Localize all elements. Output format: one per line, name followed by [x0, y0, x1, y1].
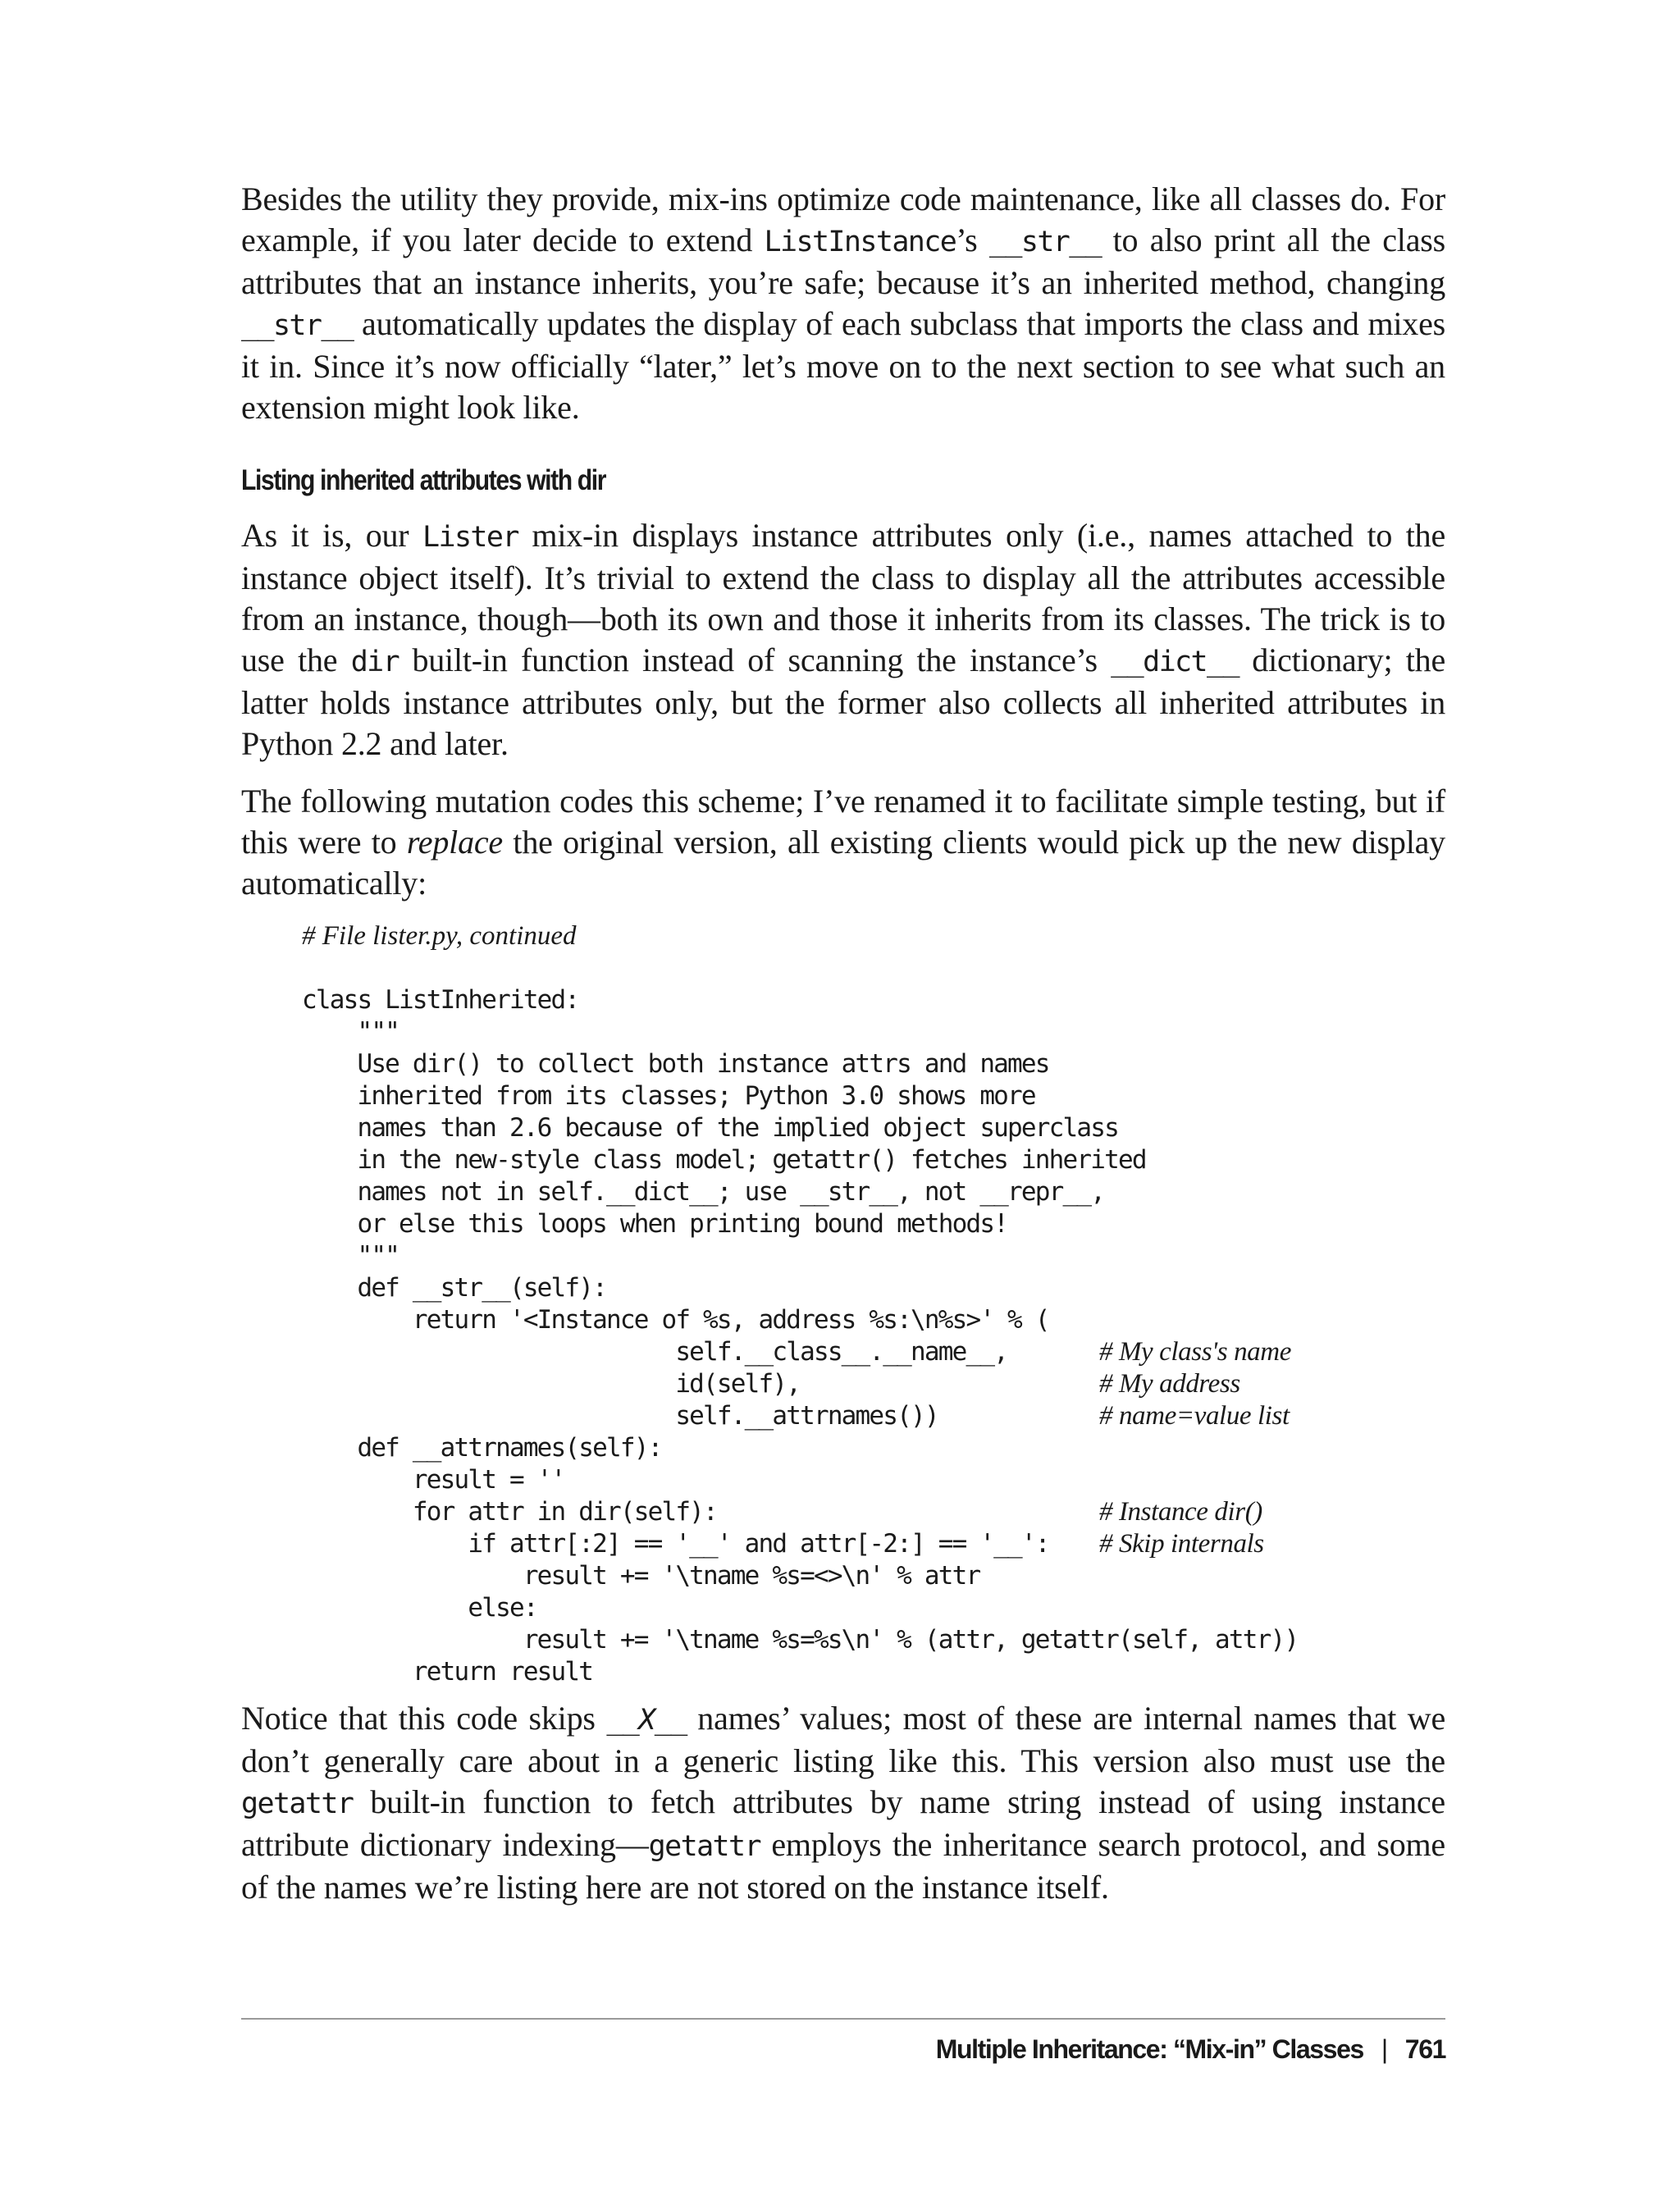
- footer-chapter-title: Multiple Inheritance: “Mix-in” Classes: [935, 2034, 1363, 2064]
- code-line: [302, 1400, 1445, 1432]
- page-content: [241, 179, 1445, 1924]
- code-text: """: [302, 1241, 399, 1271]
- text-run: names’ values; most of these are internal names that we don’t generally care about in a generic listing like this. This version also must use the: [241, 1700, 1445, 1779]
- text-run: ’s: [956, 221, 989, 258]
- inline-code: getattr: [648, 1830, 760, 1863]
- text-run: Besides the utility they provide, mix-ins optimize code maintenance, like all classes do. For example, if you later decide to extend: [241, 180, 1445, 258]
- text-run: built-in function to fetch attributes by name string instead of using instance attribute dictionary indexing—: [241, 1783, 1445, 1863]
- code-text: id(self),: [302, 1369, 801, 1399]
- code-line: [302, 1624, 1445, 1656]
- code-text: result += '\tname %s=<>\n' % attr: [302, 1561, 980, 1591]
- code-line: [302, 1272, 1445, 1304]
- text-run: the original version, all existing clients would pick up the new display automatically:: [241, 824, 1445, 902]
- code-line: [302, 1528, 1445, 1560]
- paragraph-intro: [241, 179, 1445, 428]
- inline-code: Lister: [422, 521, 518, 554]
- code-text: or else this loops when printing bound methods!: [302, 1209, 1008, 1239]
- code-text: names not in self.__dict__; use __str__, not __repr__,: [302, 1177, 1105, 1207]
- code-file-comment: # File lister.py, continued: [302, 921, 577, 951]
- footer-separator: |: [1381, 2034, 1387, 2064]
- inline-code: __str__: [988, 226, 1102, 258]
- code-line: [302, 1464, 1445, 1496]
- code-line: [302, 984, 1445, 1016]
- text-run: The following mutation codes this scheme; I’ve renamed it to facilitate simple testing, but if this were to: [241, 783, 1445, 861]
- code-comment: # Skip internals: [1099, 1529, 1264, 1559]
- text-run: dictionary; the latter holds instance attributes only, but the former also collects all inherited attributes in Python 2.2 and later.: [241, 641, 1445, 762]
- code-text: self.__class__.__name__,: [302, 1337, 1008, 1367]
- code-listing: [302, 920, 1445, 1688]
- code-line: [302, 1432, 1445, 1464]
- code-line: [302, 1240, 1445, 1272]
- code-text: if attr[:2] == '__' and attr[-2:] == '__':: [302, 1529, 1049, 1559]
- code-comment: # Instance dir(): [1099, 1497, 1262, 1527]
- code-line: [302, 1144, 1445, 1176]
- code-text: def __str__(self):: [302, 1273, 606, 1303]
- code-text: result = '': [302, 1465, 565, 1495]
- text-run: to also print all the class attributes that an instance inherits, you’re safe; because it’s an inherited method, changing: [241, 221, 1445, 301]
- code-line: [302, 1016, 1445, 1048]
- code-line: [302, 1368, 1445, 1400]
- code-text: return result: [302, 1657, 593, 1687]
- paragraph-mutation-intro: [241, 781, 1445, 904]
- inline-code: __dict__: [1111, 646, 1239, 678]
- text-run: automatically updates the display of each subclass that imports the class and mixes it in. Since it’s now officially “later,” let’s move on to the next section to see what such an extension might look like.: [241, 305, 1445, 426]
- inline-code: __: [654, 1704, 687, 1737]
- footer-page-number: 761: [1404, 2034, 1445, 2064]
- text-run: mix-in displays instance attributes only (i.e., names attached to the instance object itself). It’s trivial to extend the class to display all the attributes accessible from an instance, though—both its own and those it inherits from its classes. The trick is to use the: [241, 517, 1445, 678]
- text-run: built-in function instead of scanning the instance’s: [399, 641, 1112, 678]
- code-text: inherited from its classes; Python 3.0 shows more: [302, 1081, 1035, 1111]
- code-line: [302, 1592, 1445, 1624]
- paragraph-notice: [241, 1698, 1445, 1908]
- code-comment: # My class's name: [1099, 1337, 1291, 1367]
- text-run: As it is, our: [241, 517, 422, 554]
- inline-code: getattr: [241, 1787, 354, 1820]
- code-text: result += '\tname %s=%s\n' % (attr, getattr(self, attr)): [302, 1625, 1299, 1655]
- code-line: [302, 1176, 1445, 1208]
- code-text: else:: [302, 1593, 537, 1623]
- footer-rule: [241, 2018, 1445, 2020]
- code-line: [302, 1048, 1445, 1080]
- code-text: return '<Instance of %s, address %s:\n%s>' % (: [302, 1305, 1049, 1335]
- inline-code-italic: X: [638, 1704, 655, 1737]
- code-text: class ListInherited:: [302, 985, 579, 1015]
- code-text: self.__attrnames()): [302, 1401, 938, 1431]
- code-line: [302, 1080, 1445, 1112]
- code-line: [302, 1304, 1445, 1336]
- text-run: employs the inheritance search protocol, and some of the names we’re listing here are not stored on the instance itself.: [241, 1826, 1445, 1906]
- text-run: Notice that this code skips: [241, 1700, 607, 1737]
- page-footer: [936, 2034, 1445, 2065]
- code-text: Use dir() to collect both instance attrs and names: [302, 1049, 1049, 1079]
- code-line: [302, 1336, 1445, 1368]
- code-text: def __attrnames(self):: [302, 1433, 662, 1463]
- code-line: [302, 1496, 1445, 1528]
- code-comment: # name=value list: [1099, 1401, 1290, 1431]
- code-text: for attr in dir(self):: [302, 1497, 717, 1527]
- code-comment: # My address: [1099, 1369, 1240, 1399]
- paragraph-dir-explanation: [241, 515, 1445, 765]
- code-line: [302, 1112, 1445, 1144]
- inline-code: __: [606, 1704, 639, 1737]
- emphasis: replace: [406, 824, 503, 861]
- code-line: [302, 1656, 1445, 1688]
- inline-code: dir: [350, 646, 399, 678]
- code-text: names than 2.6 because of the implied object superclass: [302, 1113, 1118, 1143]
- code-line: [302, 1560, 1445, 1592]
- inline-code: ListInstance: [764, 226, 956, 258]
- inline-code: __str__: [241, 309, 354, 342]
- code-text: """: [302, 1017, 399, 1047]
- code-lines: [302, 984, 1445, 1688]
- code-text: in the new-style class model; getattr() fetches inherited: [302, 1145, 1146, 1175]
- code-line: [302, 1208, 1445, 1240]
- section-heading: Listing inherited attributes with dir: [241, 464, 606, 496]
